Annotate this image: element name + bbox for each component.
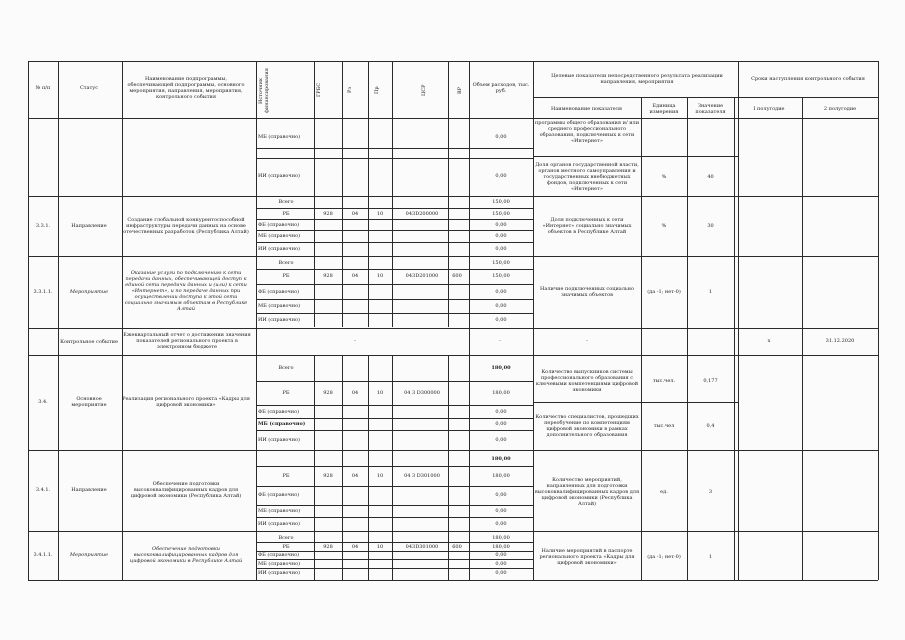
r331-pr: 10: [376, 210, 384, 217]
r341-ii: ИИ (справочно): [258, 520, 300, 527]
r34-unit2: тыс.чел: [653, 423, 675, 429]
control-half1: х: [767, 338, 771, 344]
r34-pr: 10: [376, 390, 384, 396]
r341-num: 3.4.1.: [35, 487, 51, 493]
r331-rb-sum: 150,00: [492, 210, 510, 217]
header-half2: 2 полугодие: [823, 106, 857, 112]
b0-mb-sum: 0,00: [495, 134, 507, 140]
table-rule: [256, 148, 533, 149]
r331-rb: РБ: [282, 210, 290, 217]
r3311-fb-sum: 0,00: [495, 289, 507, 295]
table-rule: [28, 61, 878, 62]
r341-fb-sum: 0,00: [495, 492, 507, 498]
table-rule: [533, 402, 738, 403]
header-indicators: Целевые показатели непосредственного результата реализации направления, мероприятия: [551, 73, 723, 85]
r34-unit1: тыс.чел.: [652, 378, 676, 384]
r3411-vsego: Всего: [278, 534, 294, 541]
r331-ii-sum: 0,00: [495, 245, 507, 252]
r331-csr: 043D200000: [405, 210, 439, 217]
r3311-pr: 10: [376, 273, 384, 279]
r3311-unit: (да -1; нет-0): [647, 289, 681, 295]
control-dash1: -: [354, 338, 356, 344]
header-num: № п/п: [35, 85, 51, 91]
r341-pr: 10: [376, 473, 384, 479]
r34-fb-sum: 0,00: [495, 408, 507, 415]
r3411-pr: 10: [376, 543, 384, 550]
header-grbs: ГРБС: [316, 82, 322, 98]
r3411-rz: 04: [351, 543, 359, 550]
b0-ind1: программы общего образования и/ или среднего профессионального образования, подключенных к сети «Интернет»: [534, 120, 640, 144]
r34-grbs: 928: [323, 390, 333, 396]
r3411-value: 1: [708, 554, 713, 560]
r3311-ind: Наличие подключенных социально значимых объектов: [539, 286, 634, 298]
r331-name: Создание глобальной конкурентоспособной инфраструктуры передачи данных на основе отечественных разработок (Республика Алтай): [123, 217, 249, 235]
control-name: Ежеквартальный отчет о достижении значения показателей регионального проекта в электронном бюджете: [123, 332, 251, 350]
r3411-unit: (да -1; нет-0): [647, 554, 681, 560]
r3411-ind: Наличие мероприятий в паспорте регионального проекта «Кадры для цифровой экономики»: [539, 548, 635, 566]
r331-rz: 04: [351, 210, 359, 217]
r331-fb-sum: 0,00: [495, 221, 507, 228]
r34-rb-sum: 180,00: [492, 390, 510, 396]
header-csr: ЦСР: [421, 84, 427, 96]
r3311-mb: МБ (справочно): [258, 303, 301, 309]
table-rule: [28, 118, 878, 119]
r3311-rz: 04: [351, 273, 359, 279]
r3411-num: 3.4.1.1.: [33, 552, 53, 558]
r331-unit: %: [661, 223, 667, 229]
header-value: Значение показателя: [695, 103, 726, 115]
r3411-ii-sum: 0,00: [495, 570, 507, 576]
r34-name: Реализация регионального проекта «Кадры для цифровой экономики»: [122, 396, 250, 408]
r331-vsego: Всего: [278, 199, 294, 205]
r34-ind1: Количество выпускников системы профессионального образования с ключевыми компетенциями цифровой экономики: [535, 369, 639, 393]
r3411-vsego-sum: 180,00: [492, 534, 510, 541]
r34-ind2: Количество специалистов, прошедших переобучение по компетенциям цифровой экономики в рамках дополнительного образования: [535, 414, 639, 438]
table-rule: [368, 61, 369, 327]
r3311-rb-sum: 150,00: [492, 273, 510, 279]
r341-value: 3: [708, 489, 713, 495]
r341-mb-sum: 0,00: [495, 508, 507, 514]
b0-ii-sum: 0,00: [495, 173, 507, 179]
table-rule: [738, 61, 739, 580]
r3311-name: Оказание услуги по подключению к сети передачи данных, обеспечивающей доступ к единой сети передачи данных и (или) к сети «Интернет», и по передаче данных при осуществлении доступа к этой сети социально значимым объектам в Республике Алтай: [124, 270, 248, 312]
r3311-vsego: Всего: [278, 259, 294, 266]
header-rz: Рз: [347, 86, 353, 94]
r331-fb: ФБ (справочно): [258, 221, 300, 228]
r3411-csr: 043D301000: [405, 543, 439, 550]
r34-vsego: Всего: [278, 365, 294, 371]
header-vr: ВР: [457, 86, 463, 94]
r331-ind: Доля подключенных к сети «Интернет» социально значимых объектов в Республике Алтай: [542, 217, 632, 235]
r3311-ii: ИИ (справочно): [258, 317, 300, 323]
b0-ind2: Доля органов государственной власти, органов местного самоуправления и государственных внебюджетных фондов, подключенных к сети «Интернет»: [535, 162, 639, 192]
r3311-mb-sum: 0,00: [495, 303, 507, 309]
r3311-rb: РБ: [282, 273, 290, 279]
b0-ii: ИИ (справочно): [258, 173, 300, 179]
r34-vsego-sum: 180,00: [491, 365, 511, 371]
table-rule: [28, 531, 878, 532]
r3411-name: Обеспечение подготовки высококвалифицированных кадров для цифровой экономики в Республике Алтай: [129, 546, 243, 564]
r3311-value: 1: [708, 289, 713, 295]
r3311-grbs: 928: [323, 273, 333, 279]
table-rule: [878, 61, 879, 580]
r331-mb-sum: 0,00: [495, 233, 507, 239]
r34-fb: ФБ (справочно): [258, 408, 300, 415]
r341-rb-sum: 180,00: [492, 473, 510, 479]
header-name: Наименование подпрограммы, обеспечивающей подпрограммы, основного мероприятия, направления, мероприятия, контрольного события: [127, 76, 245, 100]
r3411-status: Мероприятие: [69, 552, 109, 558]
header-volume: Объем расходов, тыс. руб.: [472, 82, 530, 94]
r341-unit: ед.: [660, 489, 668, 495]
r341-status: Направление: [71, 487, 107, 493]
r3411-fb-sum: 0,00: [495, 552, 507, 558]
table-rule: [256, 158, 533, 159]
r341-name: Обеспечение подготовки высококвалифицированных кадров для цифровой экономики (Республика Алтай): [130, 481, 242, 499]
table-rule: [28, 256, 878, 257]
r34-mb-sum: 0,00: [495, 421, 507, 427]
b0-unit2: %: [661, 174, 667, 180]
header-source: Источник финансирования: [258, 68, 270, 114]
table-rule: [392, 61, 393, 327]
r3411-mb-sum: 0,00: [495, 560, 507, 567]
r3311-vr: 600: [452, 273, 462, 279]
table-rule: [533, 156, 738, 157]
r34-value2: 0,4: [706, 423, 715, 429]
r3411-rb: РБ: [282, 543, 290, 550]
r341-csr: 04 3 D301000: [404, 473, 440, 479]
r3411-mb: МБ (справочно): [258, 560, 301, 567]
r3311-csr: 043D201000: [405, 273, 439, 279]
r3311-num: 3.3.1.1.: [33, 289, 53, 295]
r34-rb: РБ: [282, 390, 290, 396]
r34-status: Основное мероприятие: [71, 396, 107, 408]
r3311-fb: ФБ (справочно): [258, 289, 300, 295]
r34-rz: 04: [351, 390, 359, 396]
r34-value1: 0,177: [703, 378, 718, 384]
r331-ii: ИИ (справочно): [258, 245, 300, 252]
r331-grbs: 928: [323, 210, 333, 217]
r341-fb: ФБ (справочно): [258, 492, 300, 498]
r341-rz: 04: [351, 473, 359, 479]
r341-ind: Количество мероприятий, направленных для подготовки высококвалифицированных кадров для цифровой экономики (Республика Алтай): [534, 477, 640, 507]
r3411-vr: 600: [452, 543, 462, 550]
header-status: Статус: [79, 85, 99, 91]
table-rule: [533, 97, 878, 98]
control-half2: 31.12.2020: [825, 338, 855, 344]
r3411-grbs: 928: [323, 543, 333, 550]
r3411-fb: ФБ (справочно): [258, 552, 300, 558]
r331-status: Направление: [71, 223, 107, 229]
header-pr: Пр: [374, 86, 380, 94]
r34-ii: ИИ (справочно): [258, 436, 300, 443]
control-status: Контрольное событие: [60, 339, 118, 345]
r331-value: 30: [707, 223, 714, 229]
r341-vsego-sum: 180,00: [491, 456, 511, 462]
control-dash2: -: [499, 338, 501, 344]
r34-mb: МБ (справочно): [258, 421, 306, 427]
r3311-ii-sum: 0,00: [495, 317, 507, 323]
r34-ii-sum: 0,00: [495, 436, 507, 443]
r3311-status: Мероприятие: [69, 289, 109, 295]
header-half1: I полугодие: [753, 106, 785, 112]
table-rule: [448, 61, 449, 327]
r341-ii-sum: 0,00: [495, 520, 507, 527]
r34-csr: 04 3 D300000: [404, 390, 440, 396]
table-rule: [734, 97, 735, 580]
header-unit: Единица измерения: [649, 103, 679, 115]
r3411-ii: ИИ (справочно): [258, 570, 300, 576]
b0-mb: МБ (справочно): [258, 134, 301, 140]
table-rule: [256, 61, 257, 580]
r331-num: 3.3.1.: [35, 223, 51, 229]
r34-num: 3.4.: [38, 399, 48, 405]
table-rule: [28, 580, 878, 581]
header-ind-name: Наименование показателя: [550, 106, 623, 112]
r331-mb: МБ (справочно): [258, 233, 301, 239]
r3311-vsego-sum: 150,00: [492, 259, 510, 266]
r341-mb: МБ (справочно): [258, 508, 301, 514]
r3411-rb-sum: 180,00: [492, 543, 510, 550]
r341-rb: РБ: [282, 473, 290, 479]
header-deadlines: Сроки наступления контрольного события: [751, 76, 865, 82]
b0-value2: 40: [707, 174, 714, 180]
r331-vsego-sum: 150,00: [492, 199, 510, 205]
r341-grbs: 928: [323, 473, 333, 479]
control-dash3: -: [586, 338, 588, 344]
